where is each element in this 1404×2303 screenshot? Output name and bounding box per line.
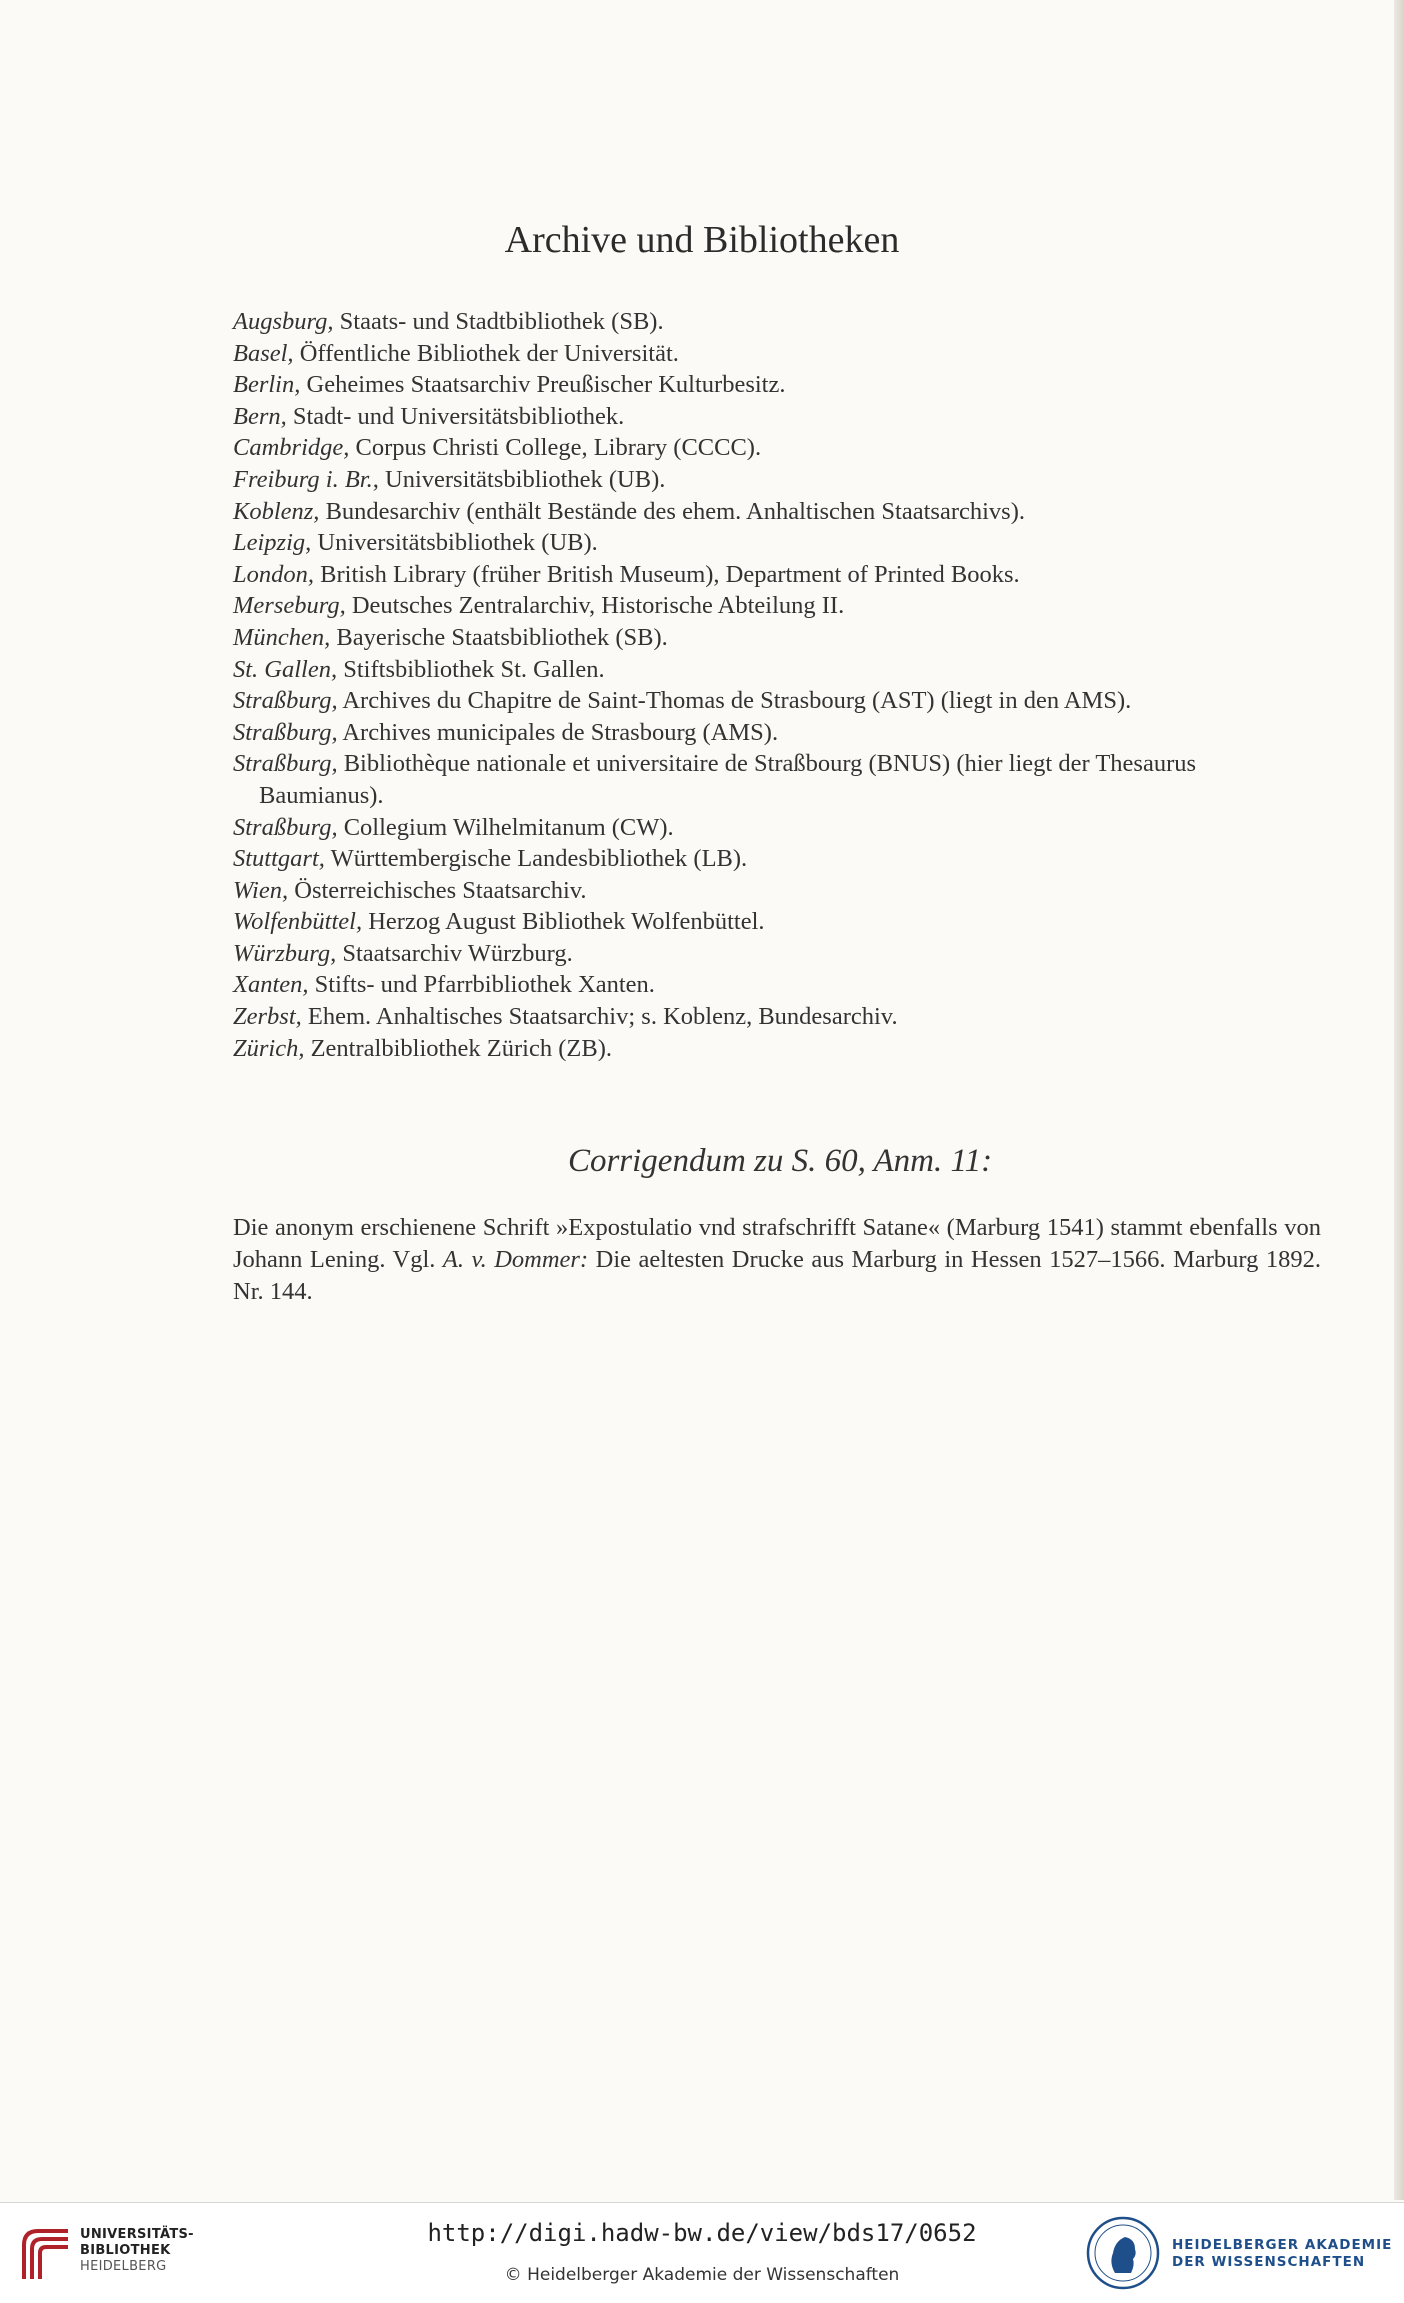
- ub-line: UNIVERSITÄTS-: [80, 2227, 194, 2242]
- entry-city: Wolfenbüttel,: [233, 908, 363, 936]
- entry-city: London,: [233, 560, 315, 588]
- entry-text: Zentralbibliothek Zürich (ZB).: [304, 1034, 612, 1062]
- entry-city: Straßburg,: [233, 813, 338, 841]
- viewer-footer: [0, 2202, 1404, 2303]
- corrigendum-heading: Corrigendum zu S. 60, Anm. 11:: [567, 1143, 993, 1179]
- ub-line: BIBLIOTHEK: [80, 2243, 171, 2258]
- entry-text: Geheimes Staatsarchiv Preußischer Kulturbesitz.: [300, 371, 786, 399]
- archive-entry: [233, 401, 1323, 433]
- entry-city: Merseburg,: [233, 592, 346, 620]
- entry-city: Zerbst,: [233, 1003, 302, 1031]
- entry-text: Ehem. Anhaltisches Staatsarchiv; s. Koblenz, Bundesarchiv.: [301, 1003, 898, 1031]
- archive-entry: [233, 559, 1323, 591]
- entry-city: Koblenz,: [233, 497, 320, 525]
- archive-entry: [233, 464, 1323, 496]
- archive-entry: [233, 432, 1323, 464]
- entry-text: Bayerische Staatsbibliothek (SB).: [330, 623, 668, 651]
- archive-entry: [233, 590, 1323, 622]
- corrigendum-text: [233, 1212, 1321, 1308]
- archive-entry: [233, 369, 1323, 401]
- entry-city: Wien,: [233, 876, 289, 904]
- entry-text: Stifts- und Pfarrbibliothek Xanten.: [308, 971, 655, 999]
- entry-city: Straßburg,: [233, 718, 338, 746]
- entry-text: Stadt- und Universitätsbibliothek.: [286, 402, 625, 430]
- hadw-seal-icon[interactable]: [1085, 2215, 1161, 2291]
- entry-city: Augsburg,: [233, 308, 334, 335]
- entry-text: Staatsarchiv Würzburg.: [336, 939, 573, 967]
- entry-text: Deutsches Zentralarchiv, Historische Abteilung II.: [345, 592, 845, 620]
- entry-city: Bern,: [233, 402, 287, 430]
- entry-city: Straßburg,: [233, 687, 338, 715]
- hadw-label[interactable]: [1172, 2237, 1392, 2271]
- archive-entry: [233, 338, 1323, 370]
- entry-text: Öffentliche Bibliothek der Universität.: [293, 339, 679, 367]
- entry-city: Stuttgart,: [233, 845, 325, 873]
- archive-entry: [233, 306, 1323, 338]
- entry-text: Herzog August Bibliothek Wolfenbüttel.: [362, 908, 765, 936]
- page-edge: [1394, 0, 1404, 2200]
- entry-text: , Universitätsbibliothek (UB).: [372, 465, 666, 493]
- entry-city: Berlin,: [233, 371, 301, 399]
- archive-entry: [233, 748, 1323, 811]
- archive-entry: [233, 969, 1323, 1001]
- entry-text: Bundesarchiv (enthält Bestände des ehem. Anhaltischen Staatsarchivs).: [319, 497, 1025, 525]
- archive-entry: [233, 717, 1323, 749]
- corrigendum-author: A. v. Dommer:: [442, 1246, 589, 1273]
- entry-city: Würzburg,: [233, 939, 337, 967]
- entry-text: Archives du Chapitre de Saint-Thomas de Strasbourg (AST) (liegt in den AMS).: [337, 687, 1132, 715]
- entry-city: Freiburg i. Br.: [233, 465, 373, 493]
- entry-text: British Library (früher British Museum), Department of Printed Books.: [314, 560, 1020, 588]
- entry-text: Österreichisches Staatsarchiv.: [288, 876, 587, 904]
- entry-text: Universitätsbibliothek (UB).: [311, 529, 598, 557]
- entry-city: Xanten,: [233, 971, 309, 999]
- archive-entry: [233, 938, 1323, 970]
- entry-city: München,: [233, 623, 331, 651]
- archive-entry: [233, 812, 1323, 844]
- corrigendum-text-part1: Die anonym erschienene Schrift »Expostulatio vnd strafschrifft Satane« (Marburg 1541) stammt ebenfalls von Johann Lening. Vgl.: [233, 1214, 1321, 1273]
- entry-city: Zürich,: [233, 1034, 305, 1062]
- archive-entry: [233, 685, 1323, 717]
- hadw-line: HEIDELBERGER AKADEMIE: [1172, 2237, 1393, 2253]
- ub-line: HEIDELBERG: [80, 2259, 167, 2274]
- entry-city: Leipzig,: [233, 529, 312, 557]
- entry-city: Basel,: [233, 339, 294, 367]
- corrigendum-text-part2: Die aeltesten Drucke aus Marburg in Hessen 1527–1566. Marburg 1892. Nr. 144.: [233, 1246, 1321, 1305]
- entry-text: Bibliothèque nationale et universitaire de Straßbourg (BNUS) (hier liegt der Thesaurus Baumianus).: [259, 750, 1197, 809]
- archive-entry: [233, 527, 1323, 559]
- archive-list: [233, 306, 1323, 1064]
- archive-entry: [233, 843, 1323, 875]
- permalink-url[interactable]: http://digi.hadw-bw.de/view/bds17/0652: [427, 2219, 977, 2247]
- entry-text: Württembergische Landesbibliothek (LB).: [324, 845, 748, 873]
- entry-text: Archives municipales de Strasbourg (AMS).: [337, 718, 779, 746]
- page-title: Archive und Bibliotheken: [504, 219, 900, 261]
- hadw-line: DER WISSENSCHAFTEN: [1172, 2254, 1366, 2270]
- entry-text: Stiftsbibliothek St. Gallen.: [337, 655, 605, 683]
- archive-entry: [233, 1033, 1323, 1065]
- archive-entry: [233, 496, 1323, 528]
- archive-entry: [233, 875, 1323, 907]
- entry-city: Straßburg,: [233, 750, 338, 778]
- archive-entry: [233, 622, 1323, 654]
- archive-entry: [233, 906, 1323, 938]
- entry-text: Collegium Wilhelmitanum (CW).: [337, 813, 674, 841]
- entry-city: Cambridge,: [233, 434, 350, 462]
- archive-entry: [233, 654, 1323, 686]
- entry-city: St. Gallen,: [233, 655, 338, 683]
- entry-text: Staats- und Stadtbibliothek (SB).: [333, 308, 664, 335]
- copyright-notice: © Heidelberger Akademie der Wissenschaften: [504, 2265, 900, 2285]
- archive-entry: [233, 1001, 1323, 1033]
- entry-text: Corpus Christi College, Library (CCCC).: [349, 434, 762, 462]
